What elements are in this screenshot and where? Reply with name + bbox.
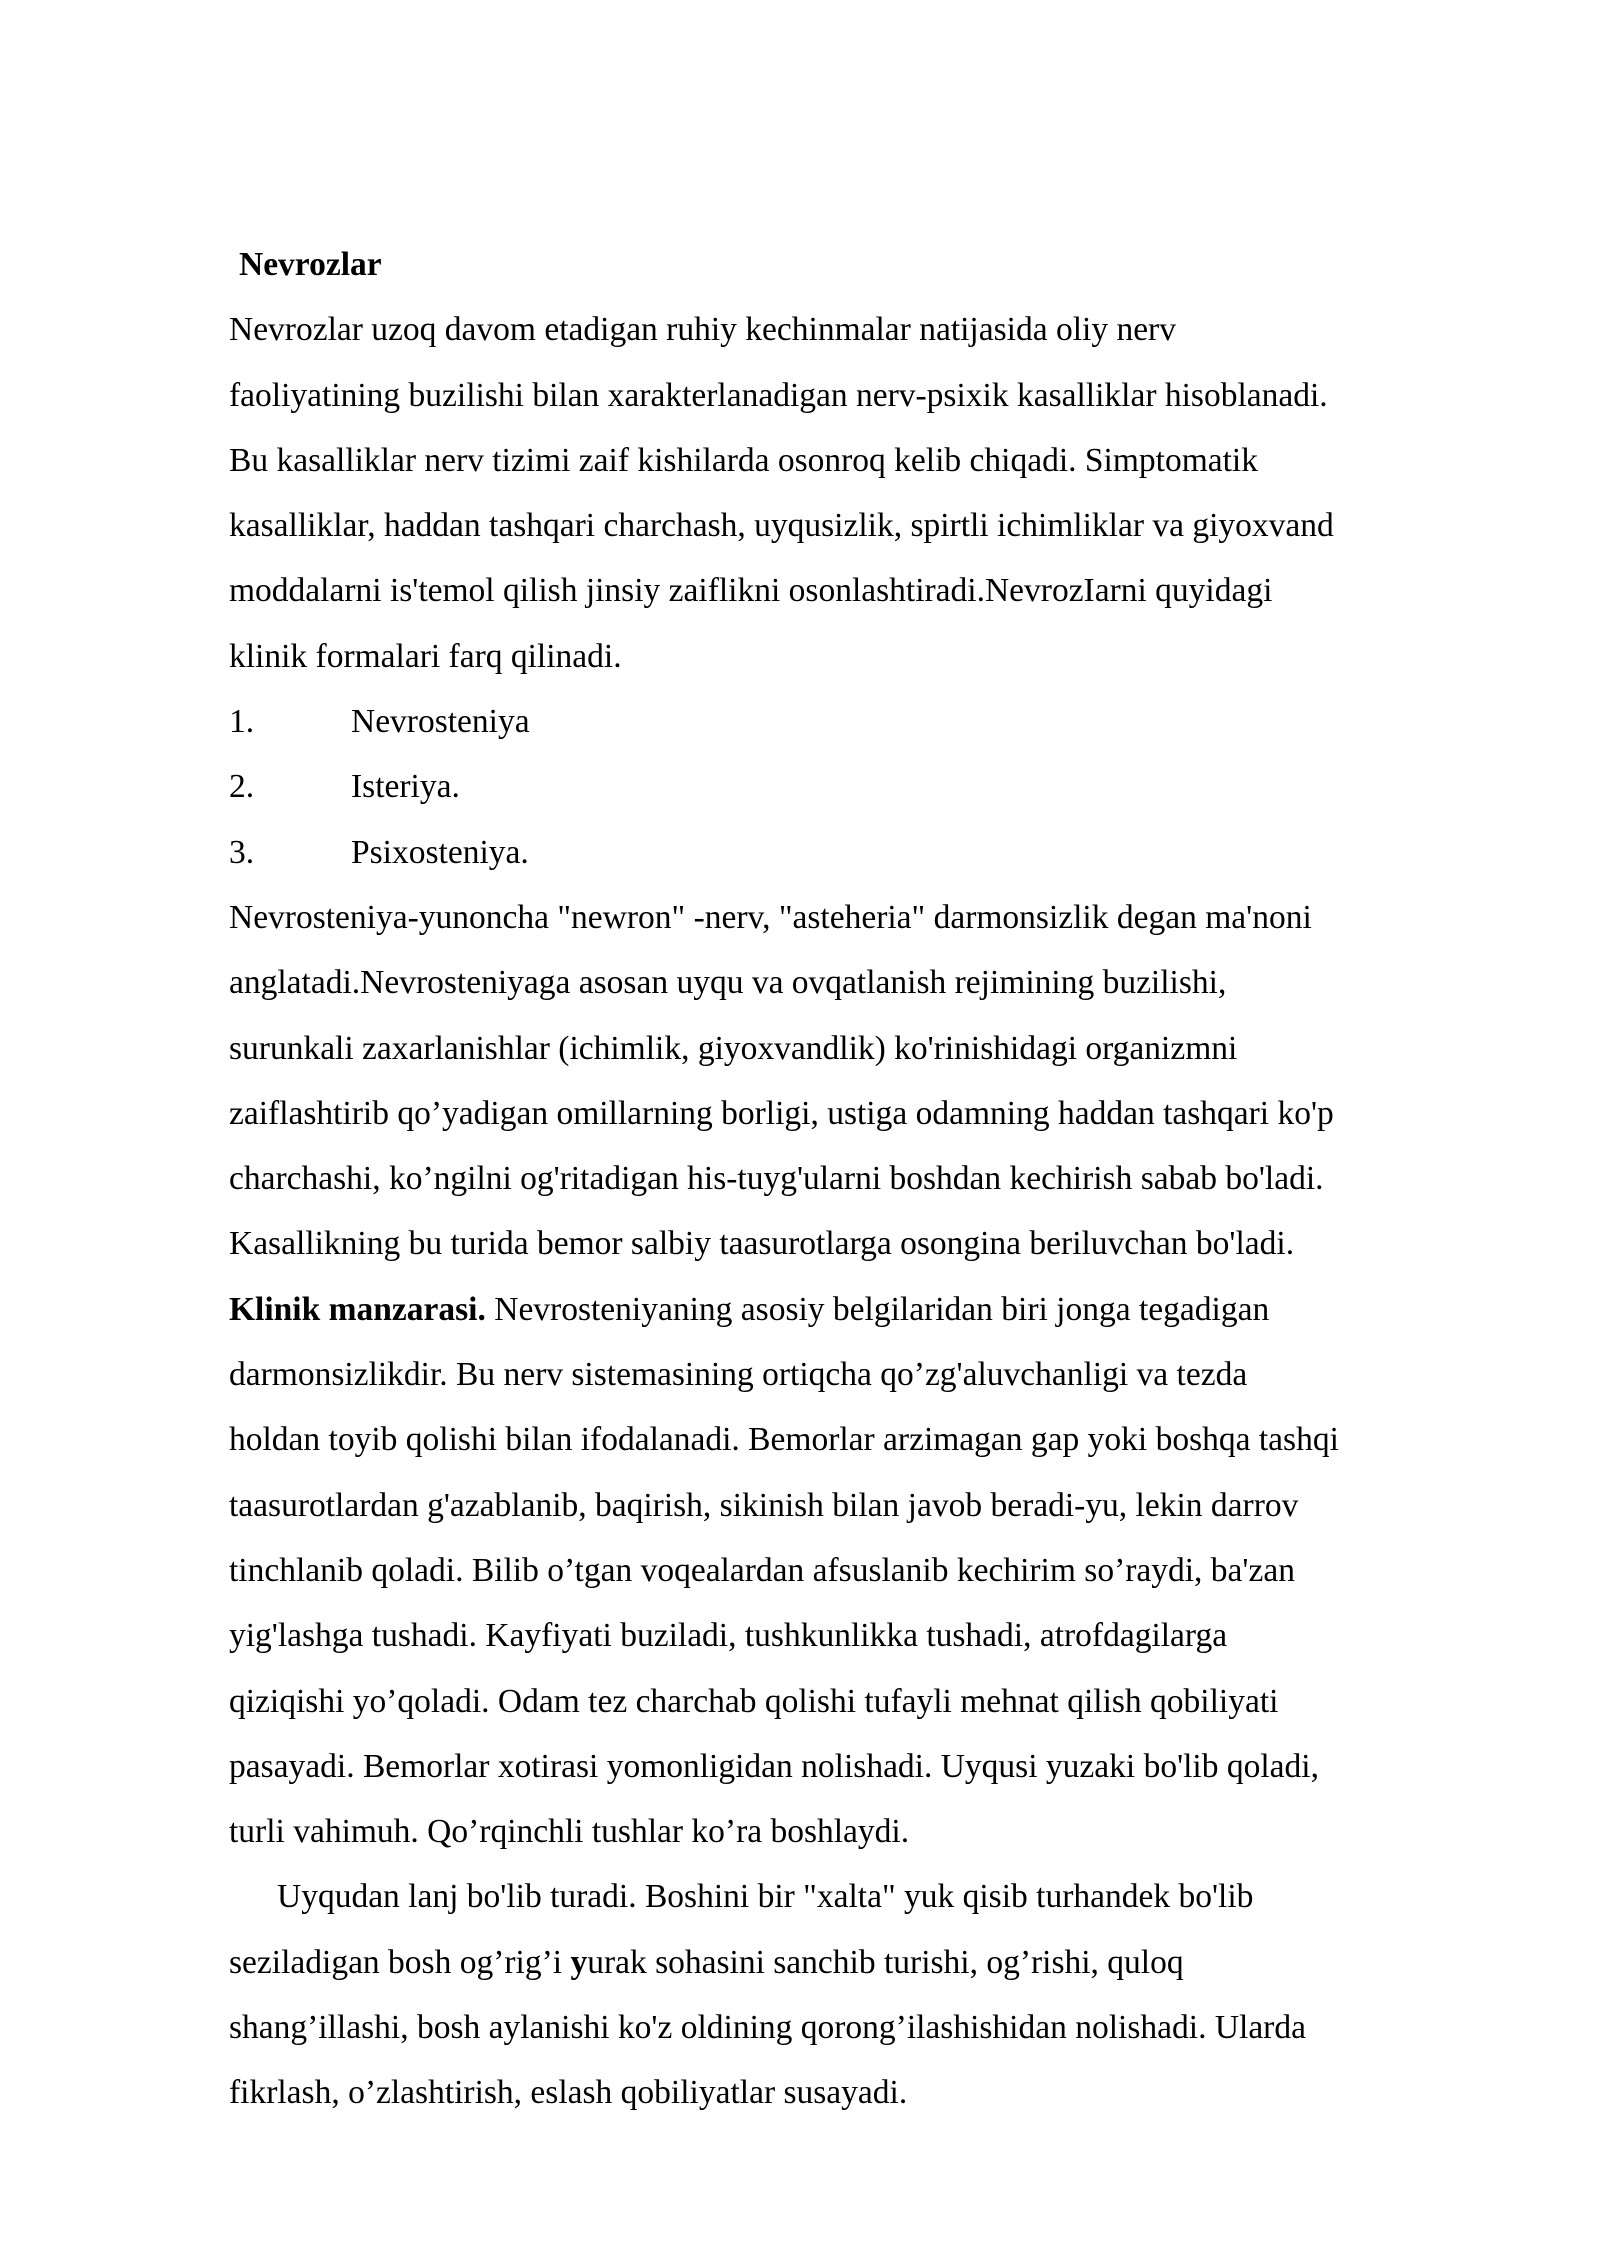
text-line: [229, 1277, 1489, 1342]
clinical-paragraph: [229, 1277, 1489, 1865]
list-item: [229, 820, 1489, 885]
intro-paragraph: [229, 297, 1489, 689]
document-page: [229, 232, 1489, 2126]
text-line: Nevrosteniya-yunoncha "newron" -nerv, "asteheria" darmonsizlik degan ma'noni: [229, 898, 1312, 936]
text-line: shang’illashi, bosh aylanishi ko'z oldining qorong’ilashishidan nolishadi. Ularda: [229, 2009, 1306, 2047]
text-line: Nevrozlar uzoq davom etadigan ruhiy kechinmalar natijasida oliy nerv: [229, 311, 1176, 349]
text-line: faoliyatining buzilishi bilan xarakterlanadigan nerv-psixik kasalliklar hisoblanadi.: [229, 376, 1328, 414]
bold-letter: y: [570, 1943, 588, 1981]
text-line: Kasallikning bu turida bemor salbiy taasurotlarga osongina beriluvchan bo'ladi.: [229, 1225, 1295, 1263]
text-line: surunkali zaxarlanishlar (ichimlik, giyoxvandlik) ko'rinishidagi organizmni: [229, 1029, 1238, 1067]
text-line: kasalliklar, haddan tashqari charchash, uyqusizlik, spirtli ichimliklar va giyoxvand: [229, 507, 1334, 545]
text-line: moddalarni is'temol qilish jinsiy zaiflikni osonlashtiradi.NevrozIarni quyidagi: [229, 572, 1273, 610]
clinical-heading: Klinik manzarasi.: [229, 1290, 486, 1328]
text-line: charchashi, ko’ngilni og'ritadigan his-tuyg'ularni boshdan kechirish sabab bo'ladi.: [229, 1160, 1324, 1198]
text-line: zaiflashtirib qo’yadigan omillarning borligi, ustiga odamning haddan tashqari ko'p: [229, 1094, 1334, 1132]
text-line: [229, 1930, 1489, 1995]
last-paragraph: [229, 1864, 1489, 2125]
list-item: [229, 754, 1489, 819]
definition-paragraph: [229, 885, 1489, 1277]
text-line: holdan toyib qolishi bilan ifodalanadi. Bemorlar arzimagan gap yoki boshqa tashqi: [229, 1421, 1339, 1459]
document-title: Nevrozlar: [239, 246, 382, 283]
text-line: pasayadi. Bemorlar xotirasi yomonligidan nolishadi. Uyqusi yuzaki bo'lib qoladi,: [229, 1747, 1319, 1785]
list-number: 2.: [229, 768, 255, 806]
text-line: Bu kasalliklar nerv tizimi zaif kishilarda osonroq kelib chiqadi. Simptomatik: [229, 441, 1258, 479]
list-text: Isteriya.: [351, 768, 460, 806]
list-item: [229, 689, 1489, 754]
list-number: 1.: [229, 703, 255, 741]
text-line: darmonsizlikdir. Bu nerv sistemasining ortiqcha qo’zg'aluvchanligi va tezda: [229, 1356, 1248, 1394]
numbered-list: [229, 689, 1489, 885]
text-line: tinchlanib qoladi. Bilib o’tgan voqealardan afsuslanib kechirim so’raydi, ba'zan: [229, 1551, 1295, 1589]
clinical-first-line: Nevrosteniyaning asosiy belgilaridan biri jonga tegadigan: [485, 1290, 1270, 1328]
text-line: qiziqishi yo’qoladi. Odam tez charchab qolishi tufayli mehnat qilish qobiliyati: [229, 1682, 1279, 1720]
text-fragment: seziladigan bosh og’rig’i: [229, 1943, 571, 1981]
text-line: Uyqudan lanj bo'lib turadi. Boshini bir "xalta" yuk qisib turhandek bo'lib: [277, 1878, 1254, 1916]
text-line: anglatadi.Nevrosteniyaga asosan uyqu va ovqatlanish rejimining buzilishi,: [229, 964, 1227, 1002]
list-text: Psixosteniya.: [351, 833, 529, 871]
text-fragment: urak sohasini sanchib turishi, og’rishi, quloq: [587, 1943, 1184, 1981]
list-number: 3.: [229, 833, 255, 871]
text-line: fikrlash, o’zlashtirish, eslash qobiliyatlar susayadi.: [229, 2074, 908, 2112]
list-text: Nevrosteniya: [351, 703, 530, 741]
text-line: turli vahimuh. Qo’rqinchli tushlar ko’ra boshlaydi.: [229, 1813, 910, 1851]
text-line: yig'lashga tushadi. Kayfiyati buziladi, tushkunlikka tushadi, atrofdagilarga: [229, 1617, 1228, 1655]
text-line: klinik formalari farq qilinadi.: [229, 637, 622, 675]
text-line: taasurotlardan g'azablanib, baqirish, sikinish bilan javob beradi-yu, lekin darrov: [229, 1486, 1299, 1524]
